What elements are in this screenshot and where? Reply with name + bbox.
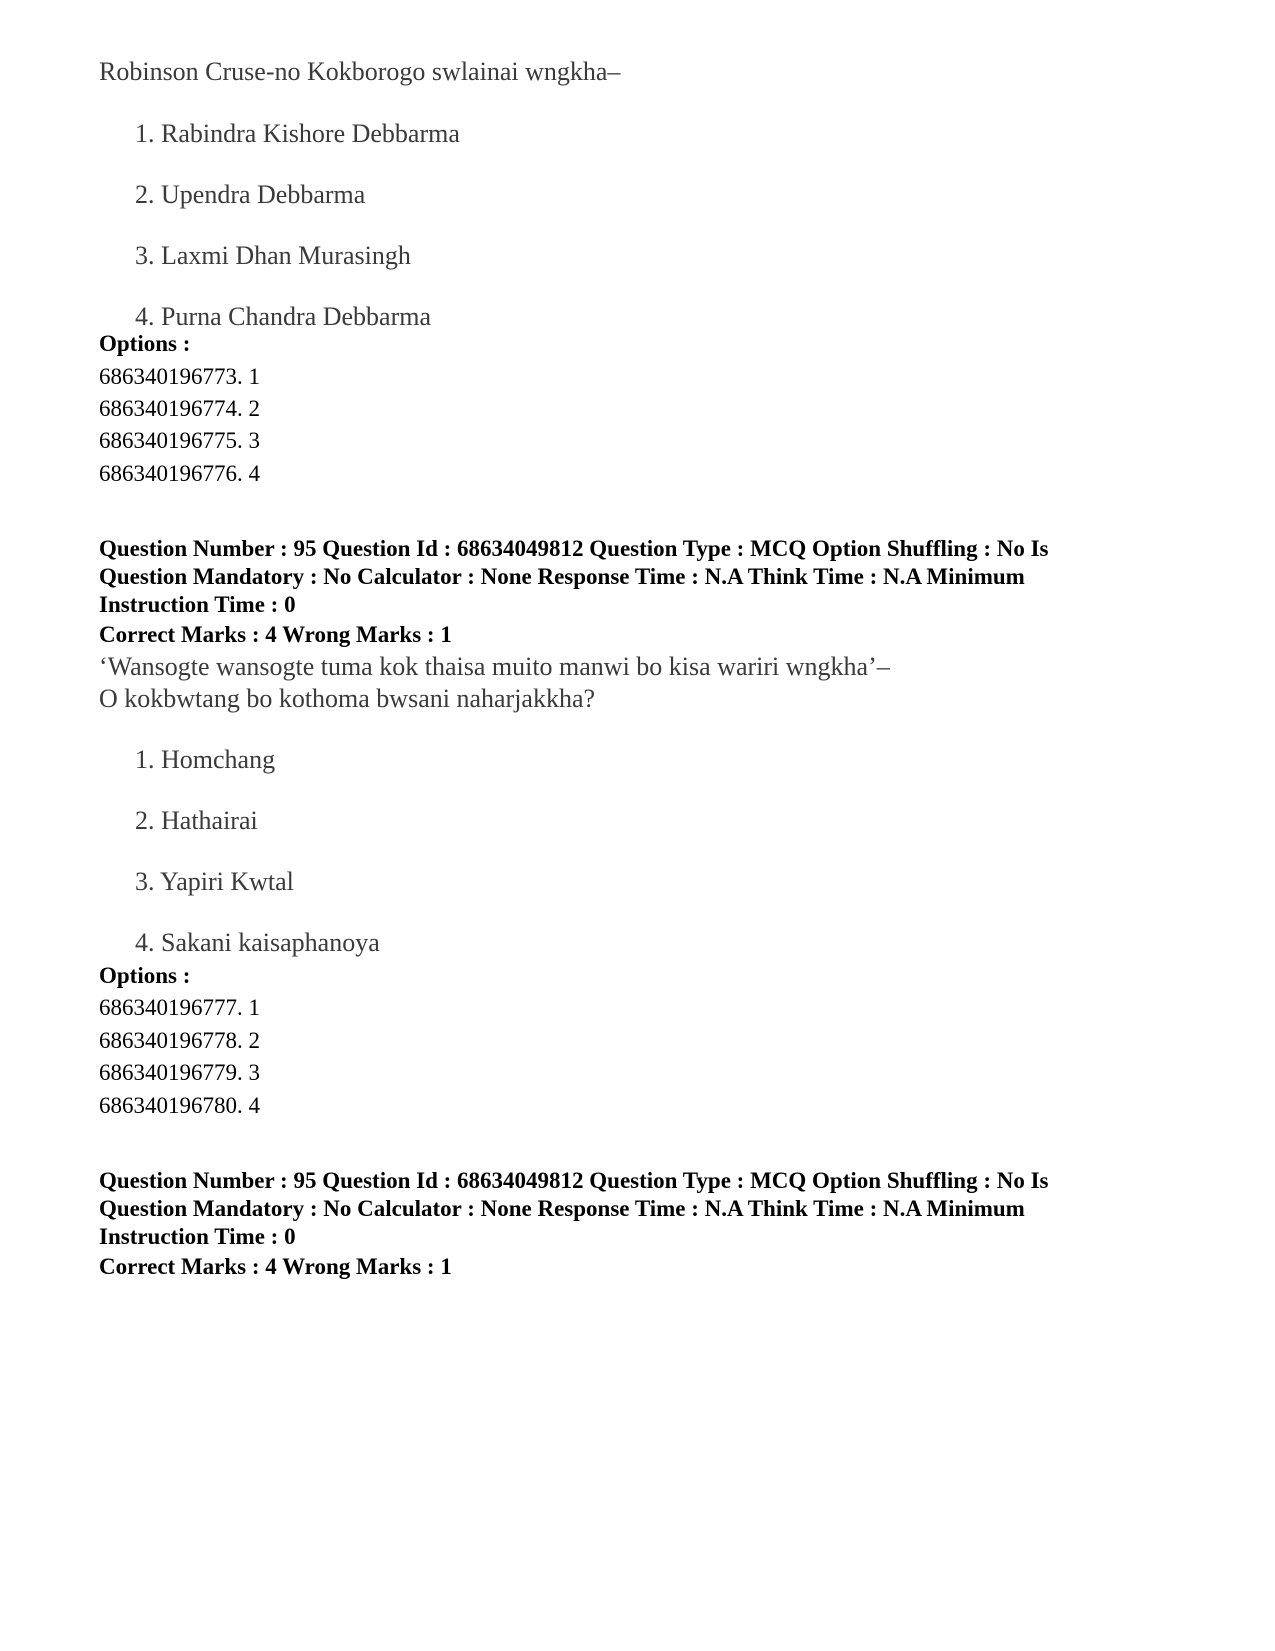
option-row: 686340196779. 3	[99, 1060, 260, 1085]
question-meta-line: Question Mandatory : No Calculator : None Response Time : N.A Think Time : N.A Minimum	[99, 1196, 1025, 1221]
question-stem-line: ‘Wansogte wansogte tuma kok thaisa muito manwi bo kisa wariri wngkha’–	[99, 652, 890, 681]
option-row: 686340196776. 4	[99, 461, 260, 486]
question-meta-line: Question Mandatory : No Calculator : None Response Time : N.A Think Time : N.A Minimum	[99, 564, 1025, 589]
option-row: 686340196773. 1	[99, 364, 260, 389]
choice-item: 4. Purna Chandra Debbarma	[135, 302, 432, 331]
question-meta-line: Question Number : 95 Question Id : 68634049812 Question Type : MCQ Option Shuffling : No Is	[99, 1168, 1049, 1193]
question-meta-line: Instruction Time : 0	[99, 1224, 296, 1249]
marks-line: Correct Marks : 4 Wrong Marks : 1	[99, 1254, 452, 1279]
option-row: 686340196777. 1	[99, 995, 260, 1020]
option-row: 686340196774. 2	[99, 396, 260, 421]
choice-item: 2. Upendra Debbarma	[135, 180, 366, 209]
choice-item: 3. Laxmi Dhan Murasingh	[135, 241, 411, 270]
option-row: 686340196780. 4	[99, 1093, 260, 1118]
choice-item: 2. Hathairai	[135, 806, 258, 835]
question-meta	[99, 535, 1179, 619]
option-row: 686340196778. 2	[99, 1028, 260, 1053]
choice-item: 4. Sakani kaisaphanoya	[135, 928, 380, 957]
question-stem: Robinson Cruse-no Kokborogo swlainai wngkha–	[99, 57, 621, 86]
choice-item: 1. Homchang	[135, 745, 276, 774]
options-label: Options :	[99, 963, 191, 988]
option-row: 686340196775. 3	[99, 428, 260, 453]
question-meta	[99, 1167, 1179, 1251]
question-meta-line: Question Number : 95 Question Id : 68634049812 Question Type : MCQ Option Shuffling : No Is	[99, 536, 1049, 561]
question-stem-line: O kokbwtang bo kothoma bwsani naharjakkha?	[99, 684, 596, 713]
choice-item: 3. Yapiri Kwtal	[135, 867, 294, 896]
choice-item: 1. Rabindra Kishore Debbarma	[135, 119, 460, 148]
options-label: Options :	[99, 331, 191, 356]
marks-line: Correct Marks : 4 Wrong Marks : 1	[99, 622, 452, 647]
question-meta-line: Instruction Time : 0	[99, 592, 296, 617]
